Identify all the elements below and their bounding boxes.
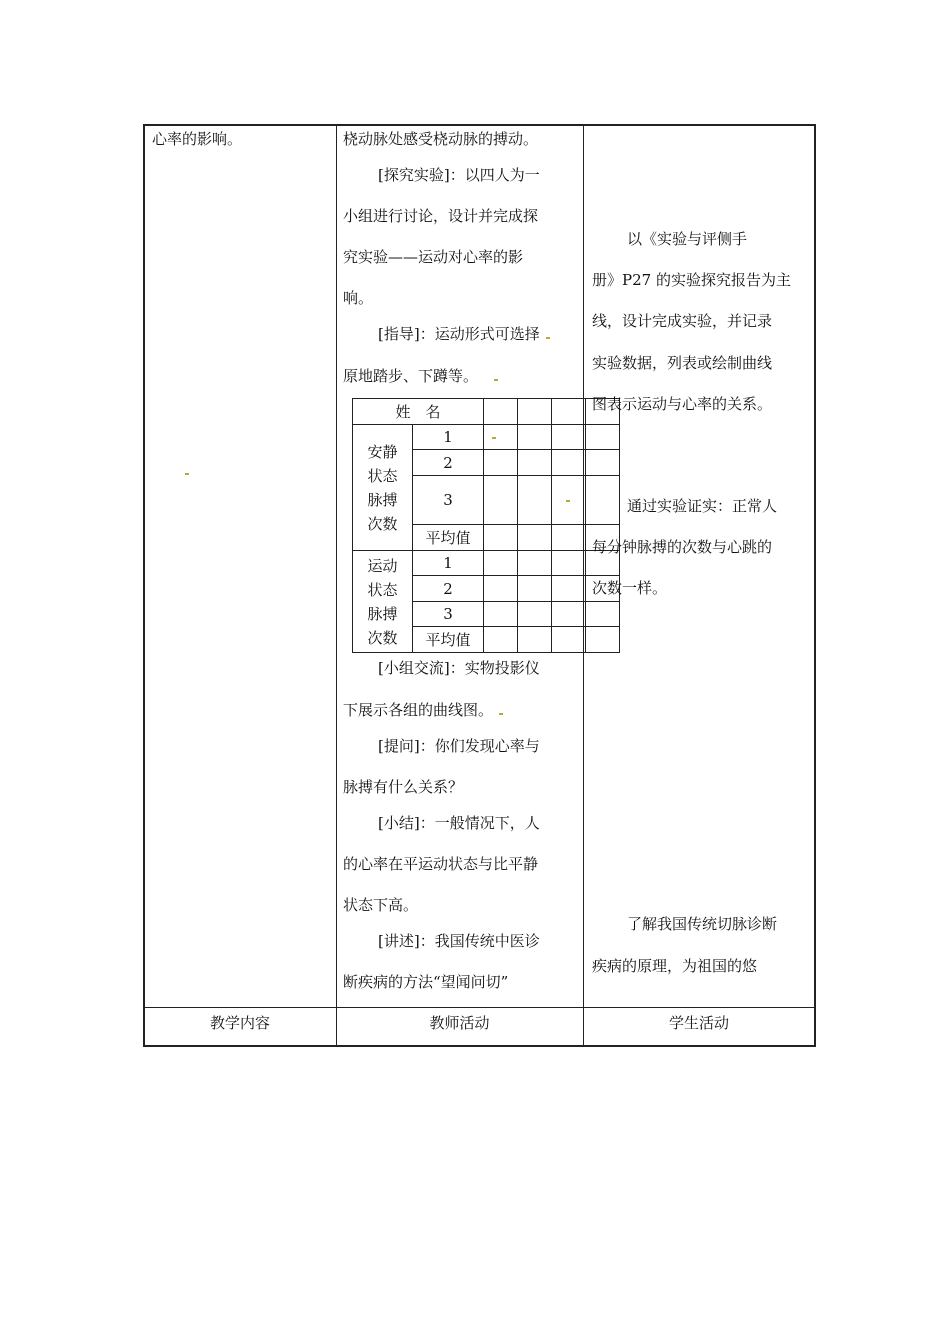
teacher-text-line: [小结]：一般情况下，人 — [378, 814, 540, 832]
table-cell — [518, 399, 552, 425]
row-number-cell: 1 — [413, 551, 484, 576]
table-cell — [518, 551, 552, 576]
table-cell — [484, 450, 518, 476]
row-number-cell: 1 — [413, 425, 484, 450]
exercise-state-label: 运动 状态 脉搏 次数 — [353, 551, 413, 653]
student-text-line: 图表示运动与心率的关系。 — [592, 395, 773, 413]
content-text: 心率的影响。 — [152, 130, 243, 148]
student-text-line: 实验数据，列表或绘制曲线 — [592, 354, 773, 372]
table-cell — [552, 450, 586, 476]
student-text-line: 以《实验与评侧手 — [627, 230, 748, 248]
student-text-line: 疾病的原理，为祖国的悠 — [592, 957, 758, 975]
table-cell — [586, 450, 620, 476]
average-label-cell: 平均值 — [413, 627, 484, 653]
table-cell — [518, 602, 552, 627]
rest-state-label: 安静 状态 脉搏 次数 — [353, 425, 413, 551]
teacher-text-line: 状态下高。 — [343, 896, 419, 914]
table-cell — [484, 425, 518, 450]
table-cell — [484, 551, 518, 576]
teacher-text-line: 桡动脉处感受桡动脉的搏动。 — [343, 130, 539, 148]
table-cell — [484, 525, 518, 551]
pulse-data-table — [352, 398, 620, 653]
student-text-line: 通过实验证实：正常人 — [627, 497, 778, 515]
teacher-text-line: 断疾病的方法“望闻问切” — [343, 973, 509, 991]
scan-mark — [492, 437, 496, 439]
column-divider-1 — [336, 126, 337, 1045]
table-cell — [552, 627, 586, 653]
teacher-text-line: 究实验——运动对心率的影 — [343, 248, 524, 266]
student-text-line: 册》P27 的实验探究报告为主 — [592, 271, 791, 289]
student-text-line: 线，设计完成实验，并记录 — [592, 312, 773, 330]
table-cell — [552, 425, 586, 450]
table-cell — [484, 576, 518, 602]
footer-student-activity: 学生活动 — [668, 1014, 729, 1032]
teacher-text-line: [讲述]：我国传统中医诊 — [378, 932, 540, 950]
table-cell — [518, 576, 552, 602]
teacher-text-line: 小组进行讨论，设计并完成探 — [343, 207, 539, 225]
table-cell — [552, 399, 586, 425]
teacher-text-line: 响。 — [343, 289, 374, 307]
row-number-cell: 3 — [413, 602, 484, 627]
teacher-text-line: [指导]：运动形式可选择 — [378, 325, 540, 343]
table-cell — [518, 450, 552, 476]
average-label-cell: 平均值 — [413, 525, 484, 551]
table-cell — [552, 602, 586, 627]
table-cell — [586, 602, 620, 627]
row-number-cell: 2 — [413, 576, 484, 602]
student-text-line: 每分钟脉搏的次数与心跳的 — [592, 538, 773, 556]
table-cell — [518, 525, 552, 551]
table-cell — [518, 476, 552, 525]
table-cell — [484, 627, 518, 653]
scan-mark — [546, 337, 550, 339]
teacher-text-line: 原地踏步、下蹲等。 — [343, 367, 479, 385]
teacher-text-line: [小组交流]：实物投影仪 — [378, 659, 540, 677]
scan-mark — [185, 473, 189, 475]
teacher-text-line: [探究实验]：以四人为一 — [378, 166, 540, 184]
table-cell — [586, 425, 620, 450]
table-cell — [552, 551, 586, 576]
teacher-text-line: 的心率在平运动状态与比平静 — [343, 855, 539, 873]
row-number-cell: 2 — [413, 450, 484, 476]
row-number-cell: 3 — [413, 476, 484, 525]
table-cell — [586, 627, 620, 653]
teacher-text-line: 下展示各组的曲线图。 — [343, 701, 494, 719]
table-cell — [552, 525, 586, 551]
table-cell — [518, 627, 552, 653]
table-cell — [484, 399, 518, 425]
name-header-cell: 姓 名 — [353, 399, 484, 425]
student-text-line: 了解我国传统切脉诊断 — [627, 915, 778, 933]
footer-divider — [145, 1007, 814, 1008]
table-cell — [484, 476, 518, 525]
teacher-text-line: [提问]：你们发现心率与 — [378, 737, 540, 755]
table-cell — [552, 576, 586, 602]
table-cell — [586, 476, 620, 525]
scan-mark — [499, 713, 503, 715]
table-cell — [484, 602, 518, 627]
student-text-line: 次数一样。 — [592, 579, 668, 597]
scan-mark — [566, 500, 570, 502]
footer-teaching-content: 教学内容 — [209, 1014, 270, 1032]
footer-teacher-activity: 教师活动 — [429, 1014, 490, 1032]
scan-mark — [494, 379, 498, 381]
teacher-text-line: 脉搏有什么关系？ — [343, 778, 464, 796]
table-cell — [518, 425, 552, 450]
